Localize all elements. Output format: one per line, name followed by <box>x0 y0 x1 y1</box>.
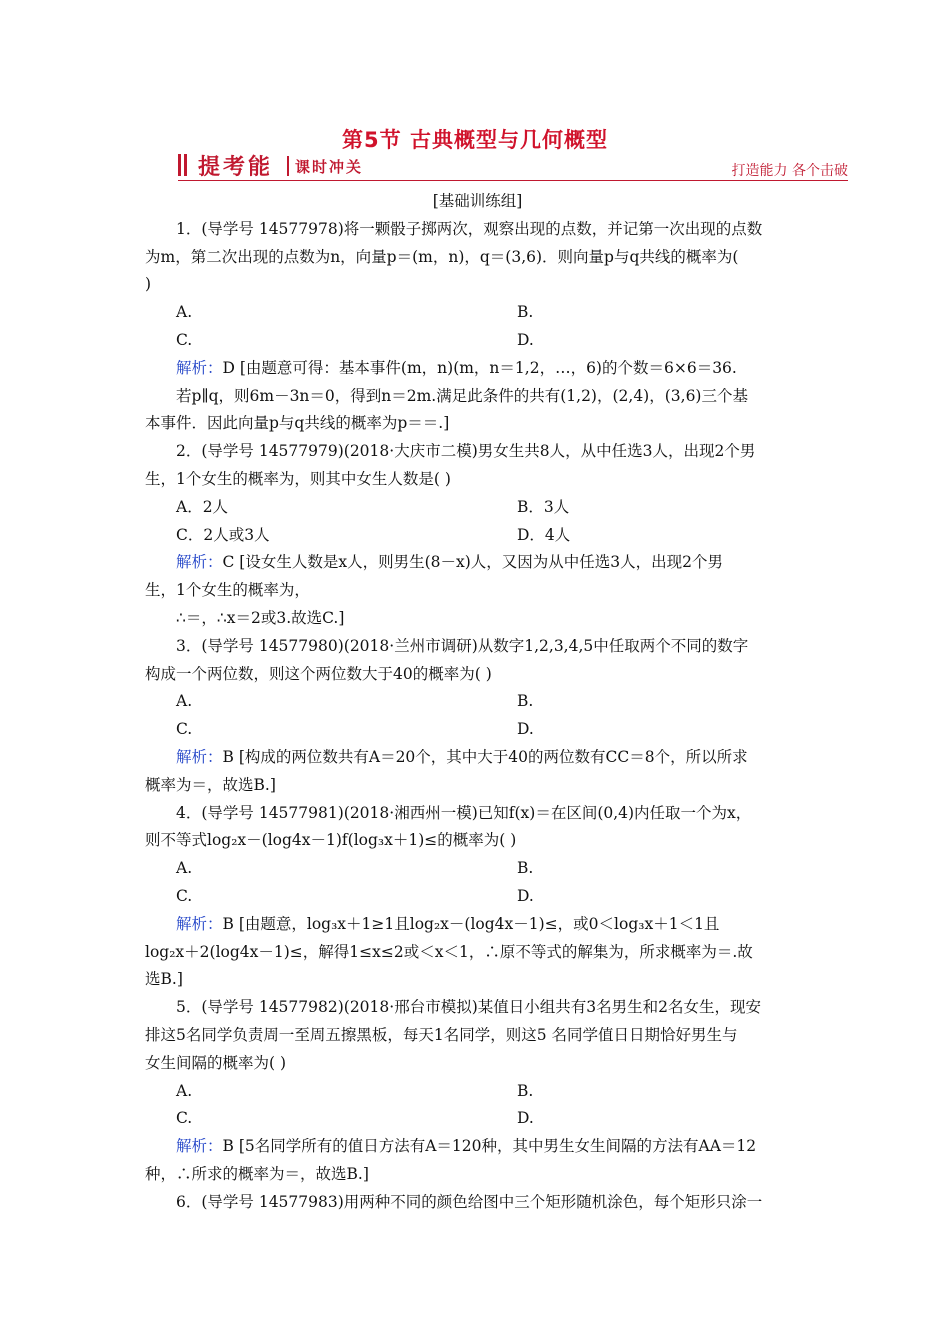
option-c: C. <box>176 720 193 739</box>
question-1-line-2: 为m，第二次出现的点数为n，向量p＝(m，n)，q＝(3,6)．则向量p与q共线的概率为( <box>145 247 739 266</box>
option-b: B. <box>517 859 534 878</box>
banner-main-label: 提考能 <box>198 155 274 180</box>
banner-bars-decoration <box>178 154 190 180</box>
question-3-options-row-2 <box>145 716 810 744</box>
option-a: A. <box>176 1081 193 1100</box>
option-a: A. <box>176 859 193 878</box>
option-a: A. <box>176 303 193 322</box>
option-b: B. <box>517 1081 534 1100</box>
banner-sub-label: 课时冲关 <box>295 158 364 176</box>
option-d: D. <box>517 720 534 739</box>
option-c: C. <box>176 330 193 349</box>
option-d: D. <box>517 886 534 905</box>
option-a: A. <box>176 692 193 711</box>
question-5-options-row-1 <box>145 1078 810 1106</box>
page-title: 第5节 古典概型与几何概型 <box>342 128 608 152</box>
question-2-line-1: 2．(导学号 14577979)(2018·大庆市二模)男女生共8人，从中任选3人，出现2个男 <box>176 442 756 461</box>
question-3-options-row-1 <box>145 688 810 716</box>
section-heading: [基础训练组] <box>432 192 523 210</box>
solution-2-line-3: ∴＝，∴x＝2或3.故选C.] <box>176 608 345 627</box>
option-d: D. <box>517 330 534 349</box>
question-5-options-row-2 <box>145 1105 810 1133</box>
banner-rule <box>178 180 848 181</box>
solution-4-line-3: 选B.] <box>145 970 183 989</box>
question-1-options-row-1 <box>145 299 810 327</box>
solution-label: 解析： <box>176 358 223 377</box>
question-2-options-row-1 <box>145 494 810 522</box>
question-4-line-2: 则不等式log₂x－(log4x－1)f(log₃x＋1)≤的概率为( ) <box>145 831 517 850</box>
question-1-options-row-2 <box>145 327 810 355</box>
question-5-line-1: 5．(导学号 14577982)(2018·邢台市模拟)某值日小组共有3名男生和2名女生，现安 <box>176 998 761 1017</box>
section-banner <box>178 152 848 182</box>
question-4-options-row-1 <box>145 855 810 883</box>
banner-slogan: 打造能力 各个击破 <box>731 163 848 179</box>
option-b: B．3人 <box>517 497 570 516</box>
question-3-line-1: 3．(导学号 14577980)(2018·兰州市调研)从数字1,2,3,4,5中任取两个不同的数字 <box>176 636 749 655</box>
solution-label: 解析： <box>176 553 223 572</box>
question-1-line-3: ) <box>145 275 152 294</box>
solution-1-line-3: 本事件．因此向量p与q共线的概率为p＝＝.] <box>145 414 450 433</box>
option-c: C. <box>176 1109 193 1128</box>
option-d: D．4人 <box>517 525 571 544</box>
solution-5-line-2: 种，∴所求的概率为＝，故选B.] <box>145 1164 369 1183</box>
question-4-options-row-2 <box>145 883 810 911</box>
document-body <box>145 188 810 1216</box>
question-1-line-1: 1．(导学号 14577978)将一颗骰子掷两次，观察出现的点数，并记第一次出现的点数 <box>176 219 763 238</box>
solution-3-line-2: 概率为＝，故选B.] <box>145 775 276 794</box>
banner-divider <box>287 156 289 176</box>
option-b: B. <box>517 303 534 322</box>
question-5-line-3: 女生间隔的概率为( ) <box>145 1053 287 1072</box>
solution-4-line-1: 解析：B [由题意，log₃x＋1≥1且log₂x－(log4x－1)≤，或0＜log₃x＋1＜1且 <box>176 914 720 933</box>
option-a: A．2人 <box>176 497 229 516</box>
question-4-line-1: 4．(导学号 14577981)(2018·湘西州一模)已知f(x)＝在区间(0,4)内任取一个为x， <box>176 803 752 822</box>
question-6-line-1: 6．(导学号 14577983)用两种不同的颜色给图中三个矩形随机涂色，每个矩形只涂一 <box>176 1192 763 1211</box>
solution-3-line-1: 解析：B [构成的两位数共有A＝20个，其中大于40的两位数有CC＝8个，所以所求 <box>176 747 748 766</box>
solution-1-line-2: 若p∥q，则6m－3n＝0，得到n＝2m.满足此条件的共有(1,2)，(2,4)，(3,6)三个基 <box>176 386 748 405</box>
solution-2-line-1: 解析：C [设女生人数是x人，则男生(8－x)人，又因为从中任选3人，出现2个男 <box>176 553 724 572</box>
question-2-options-row-2 <box>145 522 810 550</box>
option-d: D. <box>517 1109 534 1128</box>
option-c: C. <box>176 886 193 905</box>
option-c: C．2人或3人 <box>176 525 270 544</box>
solution-label: 解析： <box>176 747 223 766</box>
solution-label: 解析： <box>176 914 223 933</box>
question-3-line-2: 构成一个两位数，则这个两位数大于40的概率为( ) <box>145 664 492 683</box>
question-2-line-2: 生，1个女生的概率为，则其中女生人数是( ) <box>145 469 451 488</box>
solution-4-line-2: log₂x＋2(log4x－1)≤，解得1≤x≤2或＜x＜1，∴原不等式的解集为，所求概率为＝.故 <box>145 942 753 961</box>
solution-label: 解析： <box>176 1137 223 1156</box>
option-b: B. <box>517 692 534 711</box>
solution-1-line-1: 解析：D [由题意可得：基本事件(m，n)(m，n＝1,2，…，6)的个数＝6×6＝36. <box>176 358 737 377</box>
solution-5-line-1: 解析：B [5名同学所有的值日方法有A＝120种，其中男生女生间隔的方法有AA＝12 <box>176 1137 757 1156</box>
solution-2-line-2: 生，1个女生的概率为， <box>145 581 310 600</box>
question-5-line-2: 排这5名同学负责周一至周五擦黑板，每天1名同学，则这5 名同学值日日期恰好男生与 <box>145 1025 738 1044</box>
